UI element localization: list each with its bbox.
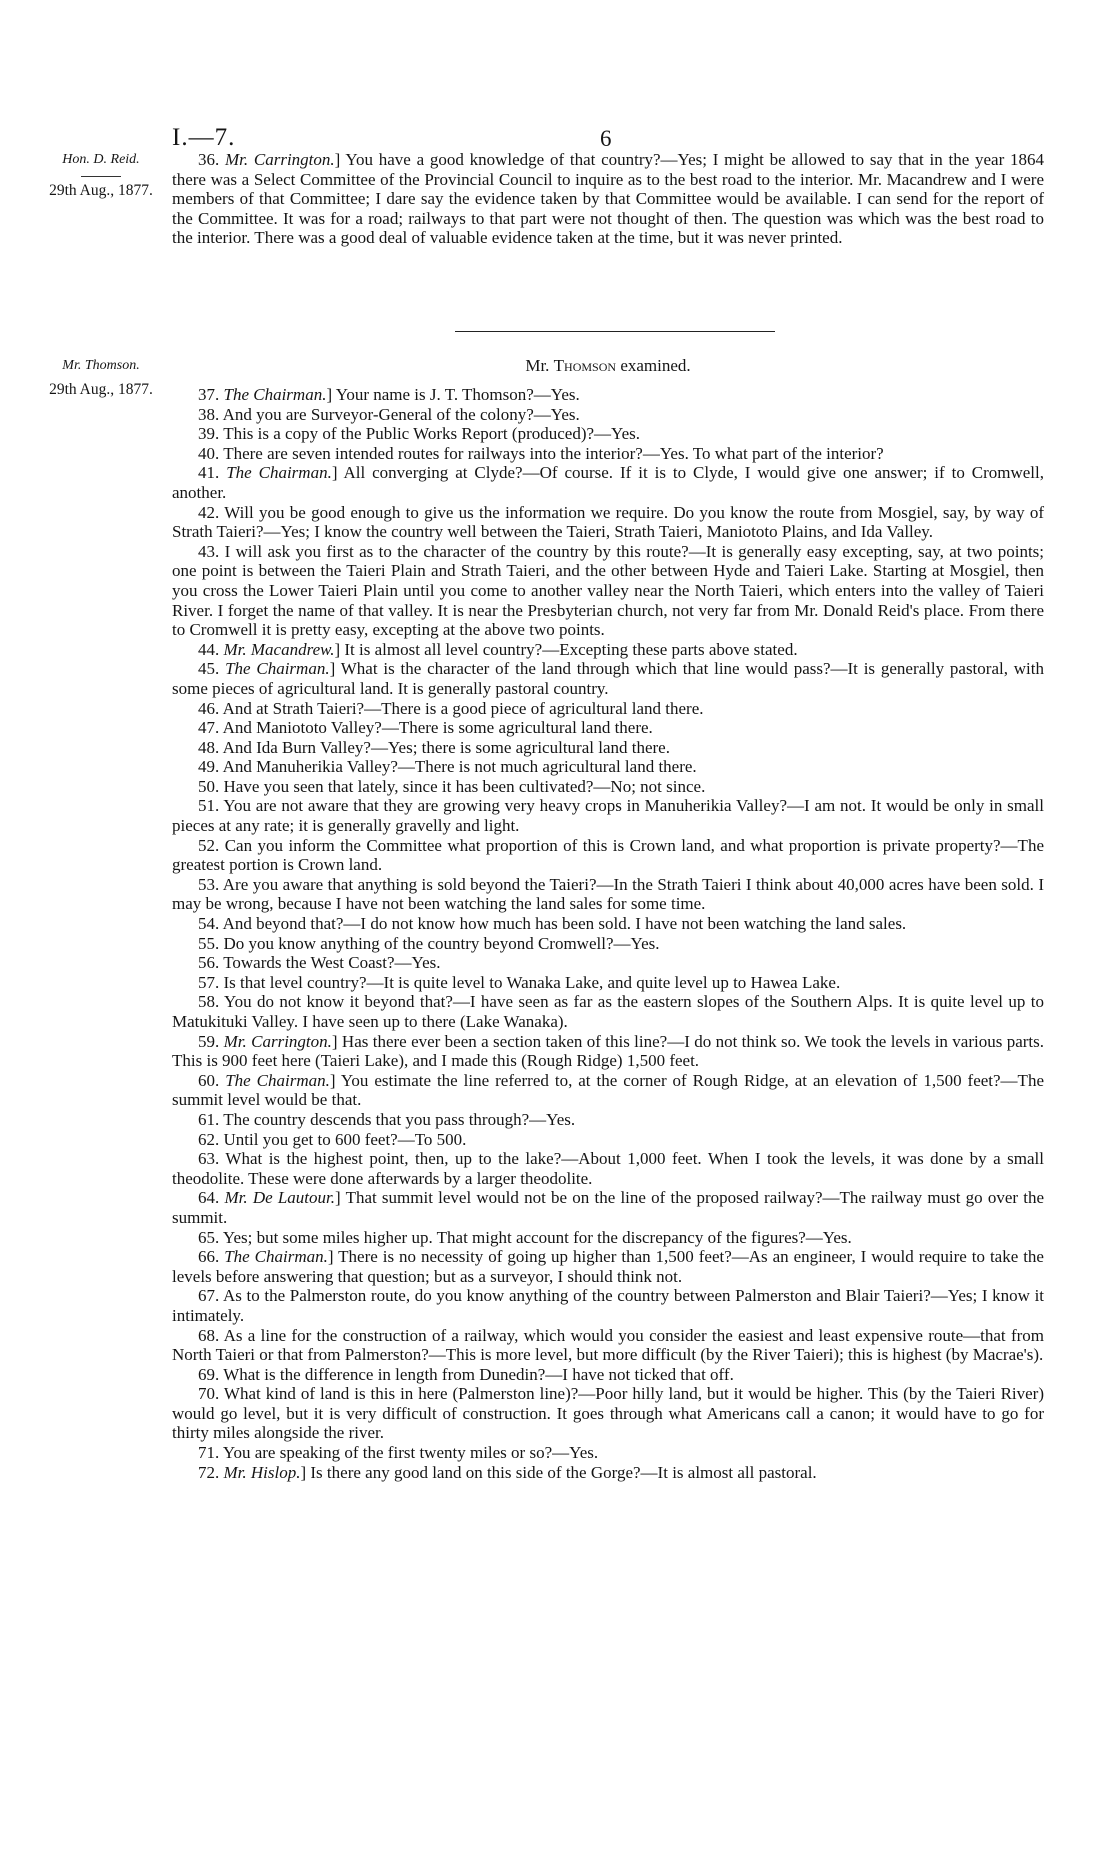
question-number: 45. [198,659,226,679]
question-paragraph [172,1032,1044,1071]
evidence-reid [172,150,1044,248]
question-paragraph [172,1365,1044,1385]
question-paragraph [172,463,1044,502]
question-paragraph [172,1228,1044,1248]
question-number: 37. [198,385,224,404]
question-number: 62. [198,1129,224,1149]
question-text: You are speaking of the first twenty miles or so?—Yes. [222,1443,599,1463]
question-number: 50. [198,776,224,796]
question-number: 41. [198,463,227,483]
question-paragraph [172,836,1044,875]
question-text: What kind of land is this in here (Palmerston line)?—Poor hilly land, but it would be higher. This (by the Taieri River) would go level, but it is very difficult of construction. It goes through what Americans call a canon; it would have to go for thirty miles alongside the river. [172,1384,1044,1443]
question-paragraph [172,1071,1044,1110]
question-number: 49. [198,757,223,777]
question-number: 69. [198,1364,224,1384]
question-number: 44. [198,639,224,659]
question-paragraph [172,640,1044,660]
question-paragraph [172,659,1044,698]
question-text: What is the difference in length from Dunedin?—I have not ticked that off. [223,1364,734,1384]
page-number: 6 [600,126,612,151]
question-number: 58. [198,992,224,1012]
question-text: Towards the West Coast?—Yes. [223,953,441,973]
question-paragraph [172,718,1044,738]
question-text: You are not aware that they are growing very heavy crops in Manuherikia Valley?—I am not. It would be only in small pieces at any rate; it is generally gravelly and light. [172,796,1044,836]
question-number: 68. [198,1325,224,1345]
question-text: Are you aware that anything is sold beyond the Taieri?—In the Strath Taieri I think about 40,000 acres have been sold. I may be wrong, because I have not been watching the land sales for some time. [172,874,1044,914]
question-number: 42. [198,502,225,522]
margin-date: 29th Aug., 1877. [49,182,153,199]
question-number: 43. [198,541,225,561]
question-text: ] All converging at Clyde?—Of course. If it is to Clyde, I would give one answer; if to Cromwell, another. [172,463,1044,502]
question-text: ] You estimate the line referred to, at the corner of Rough Ridge, at an elevation of 1,500 feet?—The summit level would be that. [172,1070,1044,1110]
question-paragraph [172,973,1044,993]
question-paragraph [172,1463,1044,1483]
question-number: 51. [198,796,224,816]
question-text: ] Your name is J. T. Thomson?—Yes. [326,385,580,404]
margin-note-thomson [28,356,174,400]
question-text: There are seven intended routes for railways into the interior?—Yes. To what part of the interior? [223,443,884,463]
question-paragraph [172,424,1044,444]
question-paragraph [172,542,1044,640]
speaker-name: Mr. Carrington. [225,150,335,169]
question-text: Yes; but some miles higher up. That might account for the discrepancy of the figures?—Yes. [222,1227,852,1247]
margin-date: 29th Aug., 1877. [49,381,153,398]
question-text: ] You have a good knowledge of that country?—Yes; I might be allowed to say that in the year 1864 there was a Select Committee of the Provincial Council to inquire as to the best road to the interior. Mr. Macandrew and I were members of that Committee; I dare say the evidence taken by that Committee would be available. I can send for the report of the Committee. It was for a road; railways to that part were not thought of then. The question was which was the best road to the interior. There was a good deal of valuable evidence taken at the time, but it was never printed. [172,150,1044,248]
question-text: What is the highest point, then, up to the lake?—About 1,000 feet. When I took the levels, it was done by a small theodolite. These were done afterwards by a larger theodolite. [172,1149,1044,1188]
question-number: 60. [198,1070,226,1090]
question-text: You do not know it beyond that?—I have seen as far as the eastern slopes of the Southern Alps. It is quite level up to Matukituki Valley. I have seen up to there (Lake Wanaka). [172,992,1044,1031]
question-text: Until you get to 600 feet?—To 500. [223,1129,467,1149]
speaker-name: The Chairman. [225,659,330,679]
question-number: 72. [198,1462,224,1482]
question-paragraph [172,796,1044,835]
question-number: 64. [198,1188,225,1208]
question-paragraph [172,953,1044,973]
question-number: 55. [198,933,224,953]
margin-note-reid [28,150,174,201]
question-paragraph [172,1149,1044,1188]
question-paragraph [172,777,1044,797]
speaker-name: The Chairman. [225,1070,330,1090]
question-number: 40. [198,443,224,463]
question-number: 54. [198,914,223,934]
speaker-name: Mr. Hislop. [223,1462,301,1482]
speaker-name: The Chairman. [226,463,332,483]
question-text: And Maniototo Valley?—There is some agricultural land there. [222,718,653,738]
question-paragraph [172,914,1044,934]
question-paragraph [172,444,1044,464]
margin-witness-name: Hon. D. Reid. [62,152,140,167]
question-number: 65. [198,1227,223,1247]
question-text: The country descends that you pass through?—Yes. [223,1109,576,1129]
question-text: ] It is almost all level country?—Excepting these parts above stated. [334,639,798,659]
question-number: 71. [198,1443,223,1463]
question-text: And beyond that?—I do not know how much has been sold. I have not been watching the land sales. [222,914,907,934]
question-text: As to the Palmerston route, do you know anything of the country between Palmerston and Blair Taieri?—Yes; I know it intimately. [172,1286,1045,1325]
question-text: Can you inform the Committee what proportion of this is Crown land, and what proportion is private property?—The greatest portion is Crown land. [172,835,1044,875]
question-paragraph [172,1247,1044,1286]
question-text: ] What is the character of the land through which that line would pass?—It is generally pastoral, with some pieces of agricultural land. It is generally pastoral country. [172,659,1044,698]
question-number: 66. [198,1247,225,1267]
question-text: And you are Surveyor-General of the colony?—Yes. [222,404,580,424]
examination-heading [172,356,1044,376]
question-number: 36. [198,150,225,169]
question-text: ] There is no necessity of going up higher than 1,500 feet?—As an engineer, I would require to take the levels before answering that question; but as a surveyor, I should think not. [172,1247,1044,1286]
question-paragraph [172,875,1044,914]
question-text: I will ask you first as to the character of the country by this route?—It is generally easy excepting, say, at two points; one point is between the Taieri Plain and Strath Taieri, and the other between Hyde and Taieri Lake. Starting at Mosgiel, then you cross the Lower Taieri Plain until you come to another valley near the North Taieri, which enters into the valley of Taieri River. I forget the name of that valley. It is near the Presbyterian church, not very far from Mr. Donald Reid's place. From there to Cromwell it is pretty easy, excepting at the above two points. [172,541,1045,640]
question-text: Have you seen that lately, since it has been cultivated?—No; not since. [223,776,706,796]
question-paragraph [172,1326,1044,1365]
question-text: Do you know anything of the country beyond Cromwell?—Yes. [223,933,660,953]
speaker-name: Mr. Carrington. [223,1031,332,1051]
question-number: 46. [198,698,223,718]
question-paragraph [172,699,1044,719]
question-number: 61. [198,1109,224,1129]
question-text: Will you be good enough to give us the information we require. Do you know the route from Mosgiel, say, by way of Strath Taieri?—Yes; I know the country well between the Taieri, Strath Taieri, Maniototo Plains, and Ida Valley. [172,502,1045,542]
margin-witness-name: Mr. Thomson. [62,358,140,373]
question-text: ] Is there any good land on this side of the Gorge?—It is almost all pastoral. [300,1462,817,1482]
section-divider [455,331,775,332]
speaker-name: The Chairman. [224,1247,328,1267]
question-paragraph [172,934,1044,954]
question-text: As a line for the construction of a railway, which would you consider the easiest and least expensive route—that from North Taieri or that from Palmerston?—This is more level, but more difficult (by the River Taieri); this is highest (by Macrae's). [172,1325,1044,1365]
question-number: 39. [198,424,224,444]
question-paragraph [172,738,1044,758]
question-text: And Ida Burn Valley?—Yes; there is some agricultural land there. [222,737,670,757]
question-paragraph [172,1130,1044,1150]
evidence-thomson [172,385,1044,1482]
question-text: ] Has there ever been a section taken of this line?—I do not think so. We took the levels in various parts. This is 900 feet here (Taieri Lake), and I made this (Rough Ridge) 1,500 feet. [172,1031,1044,1071]
question-text: This is a copy of the Public Works Report (produced)?—Yes. [223,424,641,444]
question-paragraph [172,150,1044,248]
question-paragraph [172,1384,1044,1443]
question-paragraph [172,405,1044,425]
question-number: 57. [198,972,224,992]
question-text: Is that level country?—It is quite level to Wanaka Lake, and quite level up to Hawea Lake. [223,972,841,992]
question-paragraph [172,1443,1044,1463]
question-number: 70. [198,1384,224,1404]
speaker-name: The Chairman. [223,385,327,404]
question-number: 56. [198,953,224,973]
question-text: ] That summit level would not be on the line of the proposed railway?—The railway must go over the summit. [172,1188,1045,1227]
speaker-name: Mr. De Lautour. [224,1188,336,1208]
question-number: 47. [198,718,223,738]
question-number: 48. [198,737,223,757]
question-number: 67. [198,1286,223,1306]
question-paragraph [172,992,1044,1031]
question-number: 38. [198,404,223,424]
heading-name: Thomson [553,356,617,375]
margin-rule [81,176,121,177]
question-paragraph [172,1188,1044,1227]
page-reference: I.—7. [172,124,236,151]
question-paragraph [172,1110,1044,1130]
question-text: And at Strath Taieri?—There is a good piece of agricultural land there. [222,698,704,718]
heading-suffix: examined. [616,356,691,375]
question-paragraph [172,1286,1044,1325]
question-text: And Manuherikia Valley?—There is not much agricultural land there. [222,757,697,777]
question-number: 53. [198,874,223,894]
heading-prefix: Mr. [525,356,554,375]
speaker-name: Mr. Macandrew. [223,639,335,659]
question-paragraph [172,757,1044,777]
question-number: 52. [198,835,225,855]
question-paragraph [172,503,1044,542]
question-number: 59. [198,1031,224,1051]
question-number: 63. [198,1149,226,1169]
question-paragraph [172,385,1044,405]
